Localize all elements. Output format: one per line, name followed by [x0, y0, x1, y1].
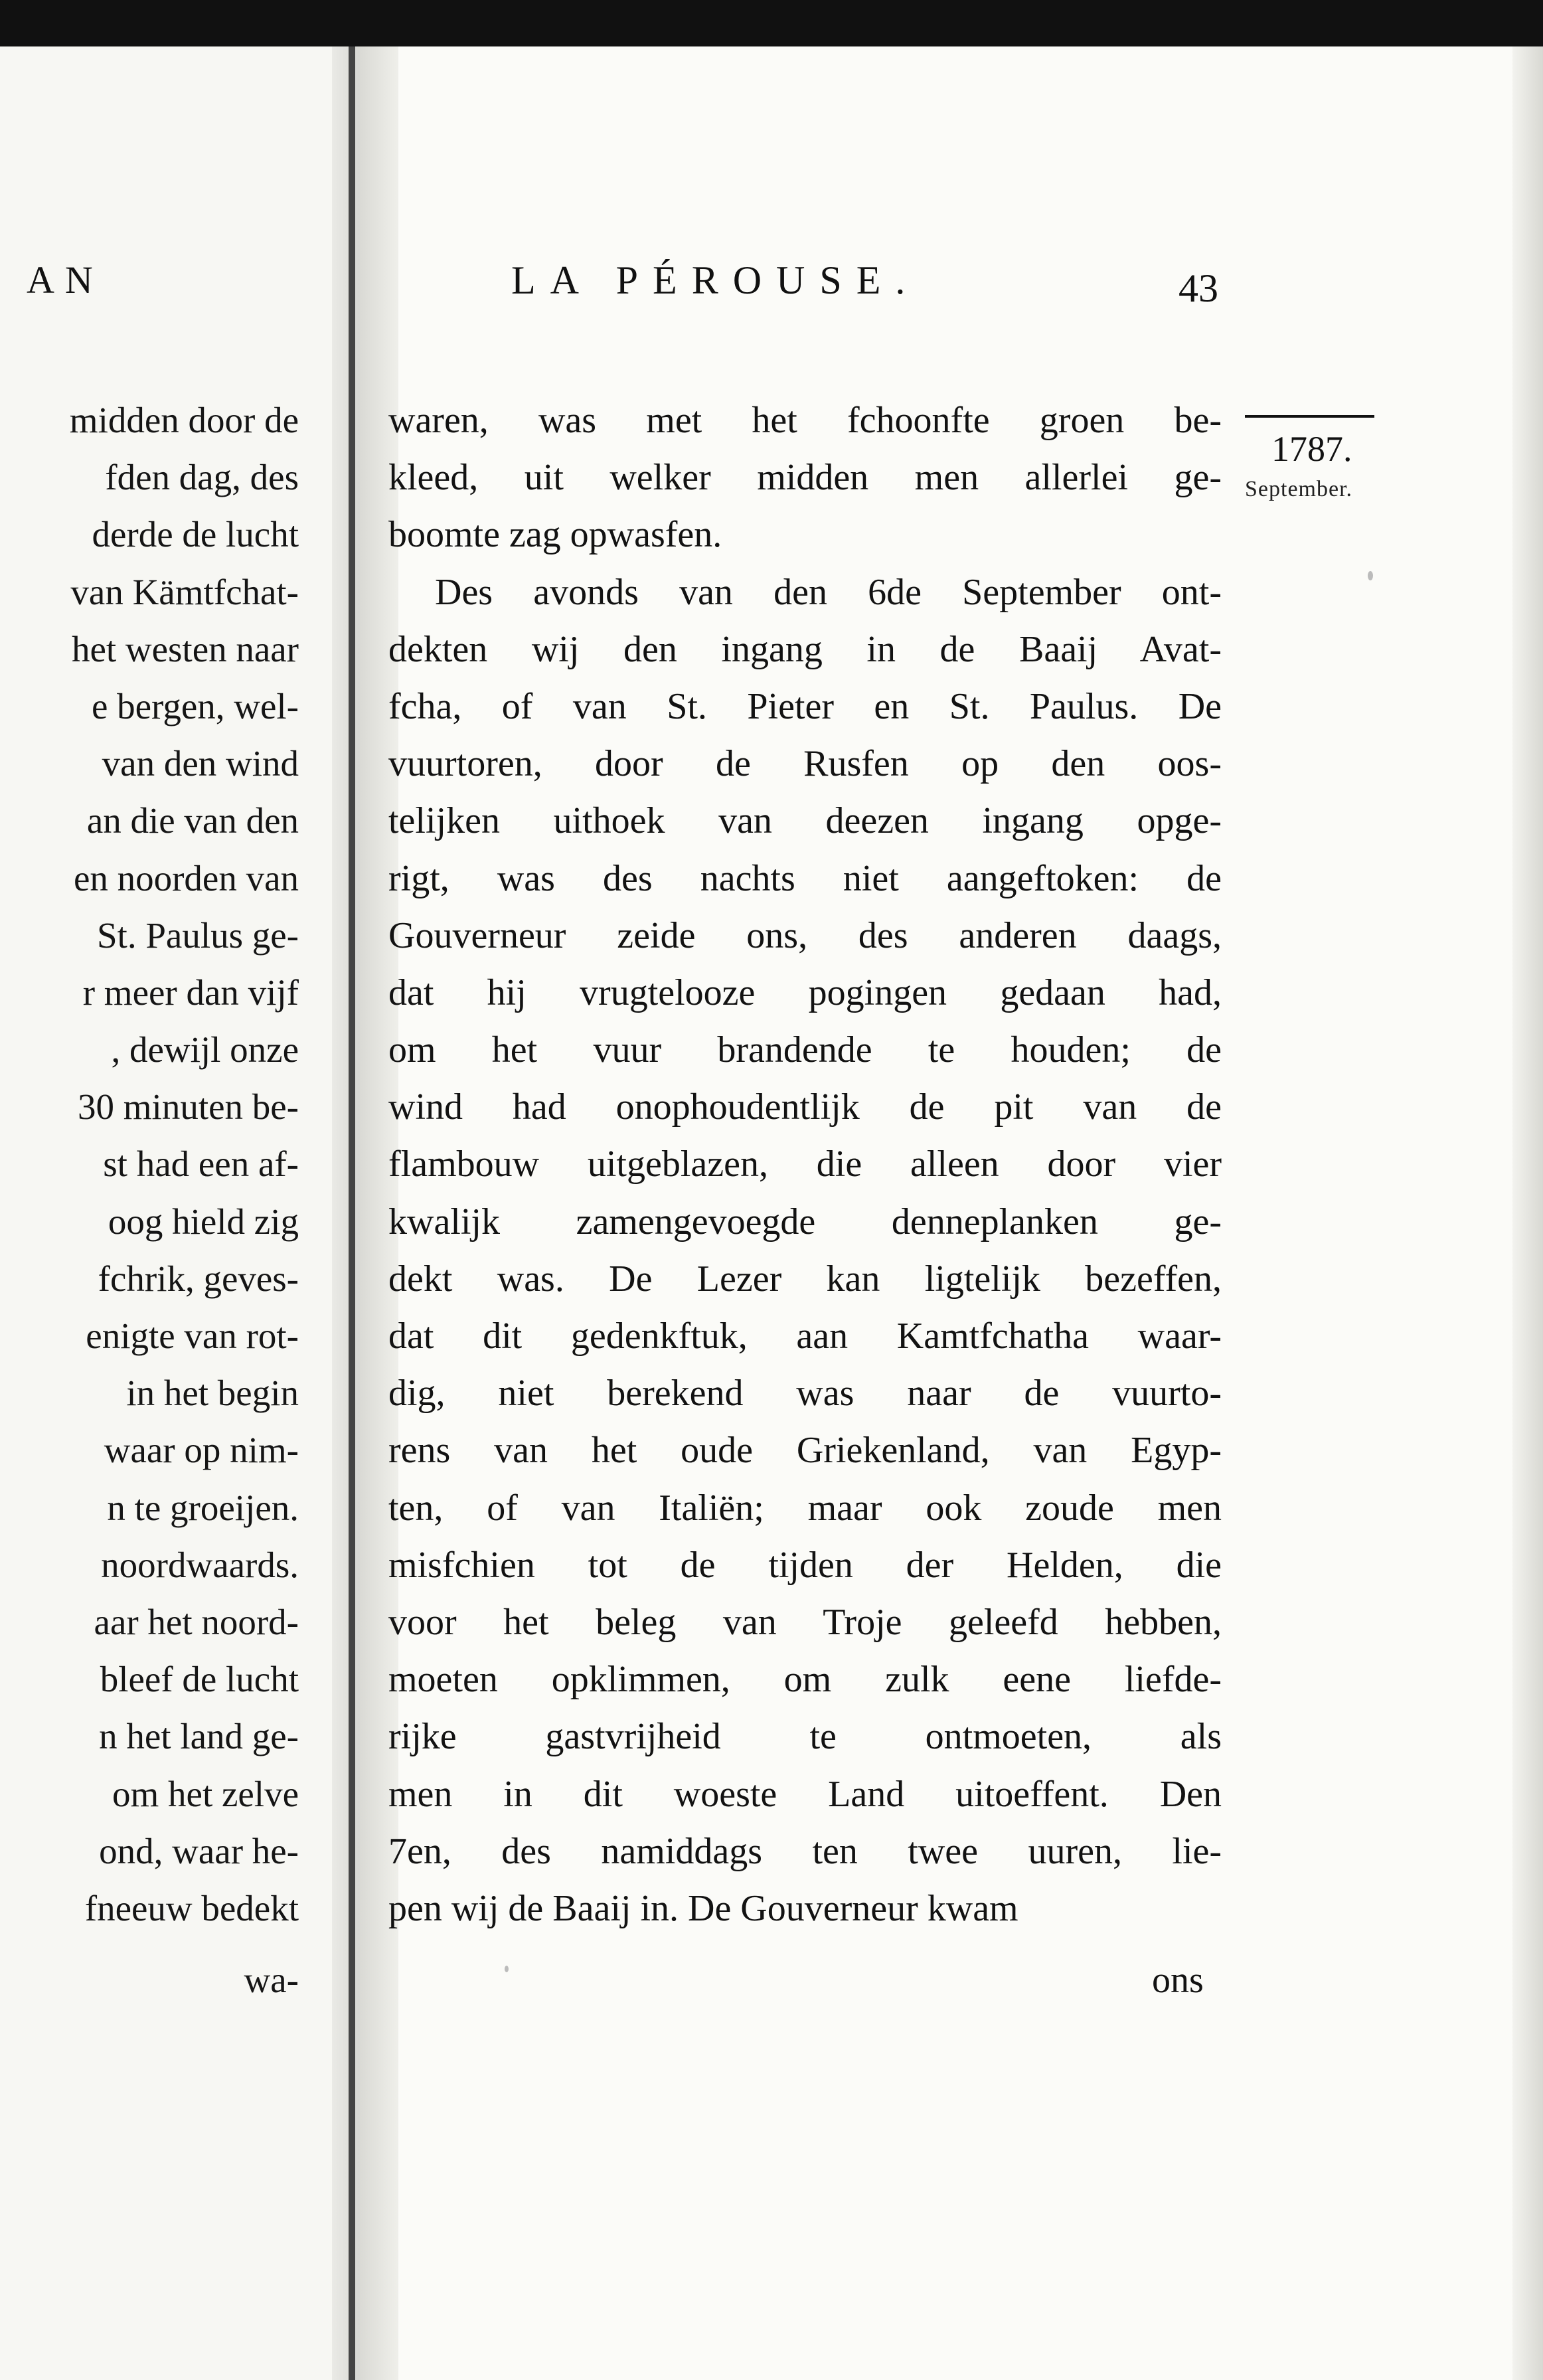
scan-border-top [0, 0, 1543, 46]
paper-speck [505, 1966, 509, 1972]
left-running-header: AN [27, 258, 104, 301]
text-line-content: telijken uithoek van deezen ingang opge- [388, 800, 1222, 842]
text-line: an die van den [86, 800, 299, 841]
text-line [0, 1021, 1222, 1078]
text-line-content: kleed, uit welker midden men allerlei ge- [388, 457, 1222, 499]
text-line [0, 1422, 1222, 1479]
text-line: , dewijl onze [111, 1029, 299, 1070]
text-line [0, 621, 1222, 678]
text-line-content: flambouw uitgeblazen, die alleen door vier [388, 1144, 1222, 1185]
text-line-content: dekt was. De Lezer kan ligtelijk bezeffen, [388, 1258, 1222, 1300]
text-line-content: 7en, des namiddags ten twee uuren, lie- [388, 1830, 1222, 1872]
text-line [0, 1537, 1222, 1594]
text-line: midden door de [69, 400, 299, 440]
text-line-content: Gouverneur zeide ons, des anderen daags, [388, 914, 1222, 956]
text-line [0, 678, 1222, 735]
text-line-content: rens van het oude Griekenland, van Egyp- [388, 1430, 1222, 1472]
text-line [0, 1365, 1222, 1422]
margin-note-rule [1245, 415, 1374, 418]
text-line [0, 449, 1222, 506]
text-line [0, 735, 1222, 792]
text-line: St. Paulus ge- [96, 914, 299, 956]
paper-speck [1368, 571, 1373, 580]
text-line [0, 1308, 1222, 1365]
text-line-content: rijke gastvrijheid te ontmoeten, als [388, 1716, 1222, 1758]
text-line: waar op nim- [104, 1430, 299, 1471]
text-line [0, 1880, 1222, 1937]
text-line [0, 564, 1222, 621]
text-line: in het begin [126, 1373, 299, 1414]
text-line: noordwaards. [101, 1544, 299, 1585]
text-line [0, 1708, 1222, 1765]
left-catchword: wa- [244, 1960, 299, 2000]
text-line: van Kämtfchat- [70, 571, 299, 612]
text-line-content: fcha, of van St. Pieter en St. Paulus. De [388, 685, 1222, 727]
page-edge [1512, 46, 1543, 2380]
text-line: fden dag, des [105, 457, 299, 498]
text-line-content: dig, niet berekend was naar de vuurto- [388, 1373, 1222, 1414]
page-number: 43 [1178, 266, 1218, 310]
right-page-text [0, 392, 1222, 1937]
text-line [0, 1651, 1222, 1708]
text-line-content: Des avonds van den 6de September ont- [435, 571, 1222, 613]
text-line [0, 907, 1222, 964]
margin-note-month: September. [1245, 477, 1353, 501]
text-line-content: waren, was met het fchoonfte groen be- [388, 400, 1222, 441]
text-line-content: misfchien tot de tijden der Helden, die [388, 1544, 1222, 1586]
text-line-content: vuurtoren, door de Rusfen op den oos- [388, 743, 1222, 785]
text-line: bleef de lucht [100, 1659, 299, 1700]
text-line: derde de lucht [92, 514, 299, 555]
text-line-content: dat hij vrugtelooze pogingen gedaan had, [388, 972, 1222, 1013]
text-line: fneeuw bedekt [84, 1887, 299, 1928]
text-line-content: men in dit woeste Land uitoeffent. Den [388, 1773, 1222, 1815]
text-line: ond, waar he- [99, 1830, 299, 1871]
text-line: fchrik, geves- [98, 1258, 299, 1299]
text-line-content: ten, of van Italiën; maar ook zoude men [388, 1487, 1222, 1529]
text-line [0, 1250, 1222, 1308]
text-line-content: dat dit gedenkftuk, aan Kamtfchatha waar- [388, 1316, 1222, 1357]
book-spread [0, 46, 1543, 2380]
text-line: st had een af- [103, 1144, 299, 1185]
text-line-content: moeten opklimmen, om zulk eene liefde- [388, 1659, 1222, 1701]
right-catchword: ons [1152, 1960, 1204, 2001]
text-line: oog hield zig [108, 1201, 299, 1242]
text-line: en noorden van [73, 857, 299, 898]
text-line-content: voor het beleg van Troje geleefd hebben, [388, 1601, 1222, 1643]
text-line [0, 1136, 1222, 1193]
text-line [0, 850, 1222, 907]
text-line: e bergen, wel- [91, 685, 299, 726]
right-running-header: LA PÉROUSE. [511, 258, 920, 302]
text-line [0, 792, 1222, 849]
text-line-content: boomte zag opwasfen. [388, 514, 722, 556]
text-line-content: kwalijk zamengevoegde denneplanken ge- [388, 1201, 1222, 1242]
text-line: van den wind [102, 743, 299, 784]
text-line: enigte van rot- [86, 1316, 299, 1356]
text-line: n het land ge- [99, 1716, 299, 1757]
text-line-content: rigt, was des nachts niet aangeftoken: de [388, 857, 1222, 899]
text-line-content: om het vuur brandende te houden; de [388, 1029, 1222, 1071]
text-line: r meer dan vijf [82, 972, 299, 1013]
text-line [0, 1766, 1222, 1823]
text-line: 30 minuten be- [78, 1086, 299, 1128]
text-line: n te groeijen. [107, 1487, 299, 1528]
text-line: om het zelve [112, 1773, 299, 1814]
text-line: aar het noord- [94, 1601, 299, 1642]
margin-note-year: 1787. [1271, 429, 1352, 469]
text-line [0, 1078, 1222, 1136]
text-line [0, 1480, 1222, 1537]
text-line [0, 964, 1222, 1021]
text-line [0, 1594, 1222, 1651]
text-line-content: pen wij de Baaij in. De Gouverneur kwam [388, 1887, 1018, 1929]
text-line [0, 1193, 1222, 1250]
text-line-content: dekten wij den ingang in de Baaij Avat- [388, 628, 1222, 670]
text-line [0, 506, 1222, 563]
text-line-content: wind had onophoudentlijk de pit van de [388, 1086, 1222, 1128]
text-line [0, 1823, 1222, 1880]
text-line: het westen naar [71, 628, 299, 669]
text-line [0, 392, 1222, 449]
